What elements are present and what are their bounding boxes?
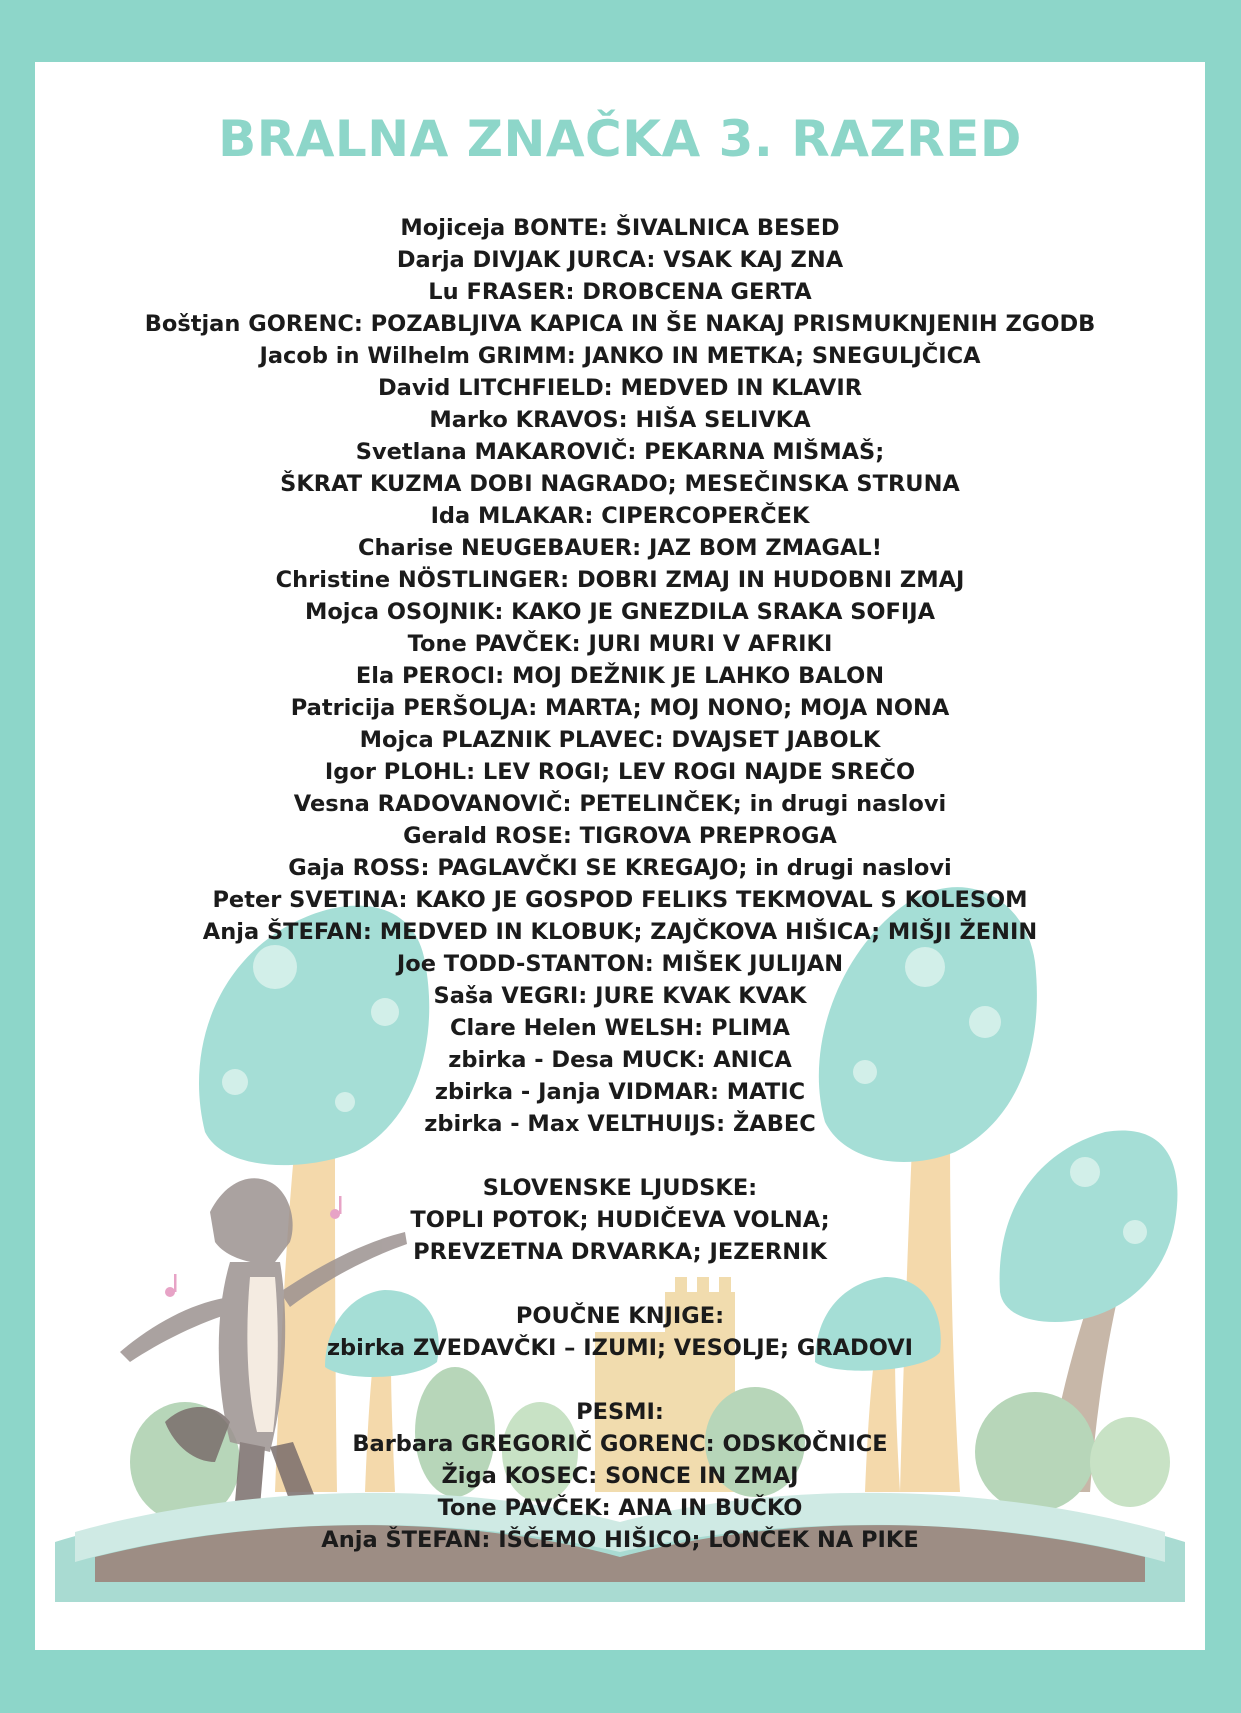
- book-entry: Barbara GREGORIČ GORENC: ODSKOČNICE: [352, 1431, 888, 1457]
- section-heading: PESMI:: [576, 1399, 664, 1425]
- book-entry: Tone PAVČEK: JURI MURI V AFRIKI: [407, 631, 833, 657]
- book-entry: Mojca PLAZNIK PLAVEC: DVAJSET JABOLK: [359, 727, 881, 753]
- book-entry: Gaja ROSS: PAGLAVČKI SE KREGAJO; in drugi naslovi: [288, 855, 952, 881]
- section-heading: SLOVENSKE LJUDSKE:: [482, 1175, 758, 1201]
- book-entry: Darja DIVJAK JURCA: VSAK KAJ ZNA: [396, 247, 844, 273]
- book-entry: Anja ŠTEFAN: MEDVED IN KLOBUK; ZAJČKOVA HIŠICA; MIŠJI ŽENIN: [202, 919, 1038, 945]
- book-entry: Charise NEUGEBAUER: JAZ BOM ZMAGAL!: [357, 535, 882, 561]
- book-list: [35, 212, 1205, 1140]
- book-entry: Boštjan GORENC: POZABLJIVA KAPICA IN ŠE NAKAJ PRISMUKNJENIH ZGODB: [144, 311, 1096, 337]
- book-entry: zbirka - Desa MUCK: ANICA: [448, 1047, 792, 1073]
- book-entry: zbirka ZVEDAVČKI – IZUMI; VESOLJE; GRADOVI: [326, 1335, 914, 1361]
- book-entry: Jacob in Wilhelm GRIMM: JANKO IN METKA; SNEGULJČICA: [259, 343, 981, 369]
- book-entry: Mojca OSOJNIK: KAKO JE GNEZDILA SRAKA SOFIJA: [304, 599, 936, 625]
- book-entry: Ida MLAKAR: CIPERCOPERČEK: [430, 503, 810, 529]
- nonfiction-section: [35, 1300, 1205, 1364]
- folk-tales-section: [35, 1172, 1205, 1268]
- book-entry: Svetlana MAKAROVIČ: PEKARNA MIŠMAŠ;: [355, 439, 885, 465]
- book-entry: Patricija PERŠOLJA: MARTA; MOJ NONO; MOJA NONA: [290, 695, 950, 721]
- book-entry: Marko KRAVOS: HIŠA SELIVKA: [429, 407, 811, 433]
- book-entry: Vesna RADOVANOVIČ: PETELINČEK; in drugi naslovi: [293, 791, 947, 817]
- reading-list: [35, 212, 1205, 1556]
- page-title: BRALNA ZNAČKA 3. RAZRED: [218, 110, 1022, 168]
- book-entry: Tone PAVČEK: ANA IN BUČKO: [437, 1495, 803, 1521]
- book-entry: Žiga KOSEC: SONCE IN ZMAJ: [441, 1463, 799, 1489]
- book-entry: Clare Helen WELSH: PLIMA: [450, 1015, 790, 1041]
- book-entry: Anja ŠTEFAN: IŠČEMO HIŠICO; LONČEK NA PIKE: [321, 1527, 919, 1553]
- book-entry: zbirka - Max VELTHUIJS: ŽABEC: [424, 1111, 816, 1137]
- book-entry: Saša VEGRI: JURE KVAK KVAK: [433, 983, 807, 1009]
- section-heading: POUČNE KNJIGE:: [515, 1303, 725, 1329]
- book-entry: TOPLI POTOK; HUDIČEVA VOLNA;: [410, 1207, 830, 1233]
- book-entry: ŠKRAT KUZMA DOBI NAGRADO; MESEČINSKA STRUNA: [280, 471, 960, 497]
- book-entry: Gerald ROSE: TIGROVA PREPROGA: [403, 823, 837, 849]
- book-entry: Lu FRASER: DROBCENA GERTA: [428, 279, 812, 305]
- book-entry: Christine NÖSTLINGER: DOBRI ZMAJ IN HUDOBNI ZMAJ: [275, 567, 965, 593]
- book-entry: Joe TODD-STANTON: MIŠEK JULIJAN: [396, 951, 844, 977]
- book-entry: PREVZETNA DRVARKA; JEZERNIK: [413, 1239, 827, 1265]
- poems-section: [35, 1396, 1205, 1556]
- book-entry: David LITCHFIELD: MEDVED IN KLAVIR: [377, 375, 863, 401]
- book-entry: Ela PEROCI: MOJ DEŽNIK JE LAHKO BALON: [355, 663, 885, 689]
- reading-list-page: [35, 62, 1205, 1650]
- book-entry: Peter SVETINA: KAKO JE GOSPOD FELIKS TEKMOVAL S KOLESOM: [212, 887, 1028, 913]
- book-entry: zbirka - Janja VIDMAR: MATIC: [434, 1079, 806, 1105]
- book-entry: Igor PLOHL: LEV ROGI; LEV ROGI NAJDE SREČO: [324, 759, 916, 785]
- book-entry: Mojiceja BONTE: ŠIVALNICA BESED: [400, 215, 840, 241]
